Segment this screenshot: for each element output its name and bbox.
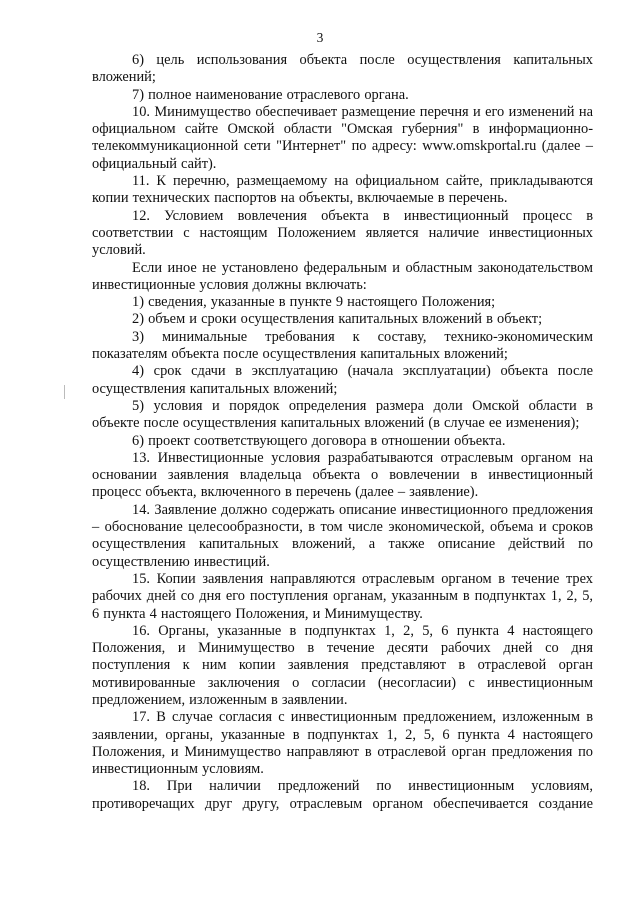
paragraph-18: 18. При наличии предложений по инвестиционным условиям, противоречащих друг другу, отраслевым органом обеспечивается создание (92, 778, 593, 812)
paragraph-10: 10. Минимущество обеспечивает размещение перечня и его изменений на официальном сайте Омской области "Омская губерния" в информационно-телекоммуникационной сети "Интернет" по адресу: www.omskportal.ru (далее – официальный сайт). (92, 103, 593, 172)
document-body (92, 52, 593, 813)
page-number: 3 (316, 30, 324, 45)
paragraph-13: 13. Инвестиционные условия разрабатываются отраслевым органом на основании заявления владельца объекта о вовлечении в инвестиционный процесс объекта, включенного в перечень (далее – заявление). (92, 449, 593, 501)
paragraph-11: 11. К перечню, размещаемому на официальном сайте, прикладываются копии технических паспортов на объекты, включаемые в перечень. (92, 173, 593, 207)
paragraph-15: 15. Копии заявления направляются отраслевым органом в течение трех рабочих дней со дня его поступления органам, указанным в подпунктах 1, 2, 5, 6 пункта 4 настоящего Положения, и Минимуществу. (92, 570, 593, 622)
paragraph-17: 17. В случае согласия с инвестиционным предложением, изложенным в заявлении, органы, указанные в подпунктах 1, 2, 5, 6 пункта 4 настоящего Положения, и Минимущество направляют в отраслевой орган предложения по инвестиционным условиям. (92, 709, 593, 778)
paragraph-item-6: 6) цель использования объекта после осуществления капитальных вложений; (92, 52, 593, 86)
paragraph-16: 16. Органы, указанные в подпунктах 1, 2, 5, 6 пункта 4 настоящего Положения, и Минимущество в течение десяти рабочих дней со дня поступления к ним копии заявления представляют в отраслевой орган мотивированные заключения о согласии (несогласии) с инвестиционным предложением, изложенным в заявлении. (92, 622, 593, 708)
paragraph-12: 12. Условием вовлечения объекта в инвестиционный процесс в соответствии с настоящим Положением является наличие инвестиционных условий. (92, 207, 593, 259)
condition-item-5: 5) условия и порядок определения размера доли Омской области в объекте после осуществления капитальных вложений (в случае ее изменения); (92, 397, 593, 432)
paragraph-conditions-intro: Если иное не установлено федеральным и областным законодательством инвестиционные условия должны включать: (92, 259, 593, 293)
condition-item-6: 6) проект соответствующего договора в отношении объекта. (132, 432, 506, 449)
condition-item-4: 4) срок сдачи в эксплуатацию (начала эксплуатации) объекта после осуществления капитальных вложений; (92, 363, 593, 397)
paragraph-14: 14. Заявление должно содержать описание инвестиционного предложения – обоснование целесообразности, в том числе экономической, объема и сроков осуществления капитальных вложений, а также описание действий по осуществлению инвестиций. (92, 501, 593, 570)
scan-margin-mark (64, 385, 65, 399)
paragraph-item-7: 7) полное наименование отраслевого органа. (132, 86, 409, 103)
condition-item-2: 2) объем и сроки осуществления капитальных вложений в объект; (132, 311, 543, 328)
condition-item-1: 1) сведения, указанные в пункте 9 настоящего Положения; (132, 294, 496, 311)
condition-item-3: 3) минимальные требования к составу, технико-экономическим показателям объекта после осуществления капитальных вложений; (92, 328, 593, 363)
